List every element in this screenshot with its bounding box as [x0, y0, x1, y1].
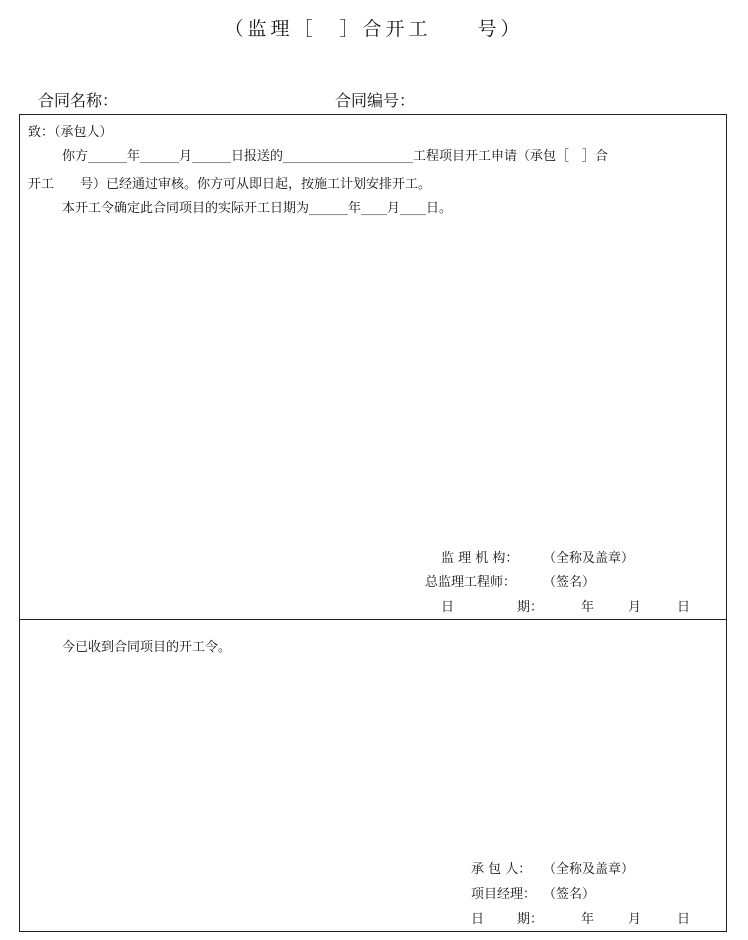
supervisor-org-note: （全称及盖章） [543, 551, 635, 566]
order-line-3: 本开工令确定此合同项目的实际开工日期为______年____月____日。 [62, 201, 453, 216]
contractor-date-day: 日 [677, 912, 691, 927]
order-line-2: 开工 号）已经通过审核。你方可从即日起，按施工计划安排开工。 [28, 177, 432, 192]
project-manager-note: （签名） [543, 887, 596, 902]
chief-engineer-note: （签名） [543, 575, 596, 590]
contractor-date-label-1: 日 [471, 912, 485, 927]
contractor-label: 承 包 人： [471, 862, 532, 877]
contractor-date-year: 年 [581, 912, 595, 927]
form-frame [19, 114, 727, 932]
contract-no-label: 合同编号： [335, 91, 416, 110]
contractor-date-label-2: 期： [517, 912, 544, 927]
project-manager-label: 项目经理： [471, 887, 537, 902]
supervisor-date-day: 日 [677, 600, 691, 615]
supervisor-date-month: 月 [628, 600, 642, 615]
contractor-date-month: 月 [628, 912, 642, 927]
supervisor-date-label-2: 期： [517, 600, 544, 615]
section-divider [20, 619, 726, 620]
document-title: （监理［ ］合开工 号） [224, 18, 524, 40]
supervisor-date-year: 年 [581, 600, 595, 615]
supervisor-date-label-1: 日 [441, 600, 455, 615]
order-line-1: 你方______年______月______日报送的____________________工程项目开工申请（承包［ ］合 [62, 149, 609, 164]
to-line: 致：（承包人） [28, 125, 113, 140]
chief-engineer-label: 总监理工程师： [425, 575, 517, 590]
contract-name-label: 合同名称： [38, 91, 119, 110]
supervisor-org-label: 监 理 机 构： [441, 551, 519, 566]
contractor-note: （全称及盖章） [543, 862, 635, 877]
receipt-text: 今已收到合同项目的开工令。 [62, 640, 232, 655]
